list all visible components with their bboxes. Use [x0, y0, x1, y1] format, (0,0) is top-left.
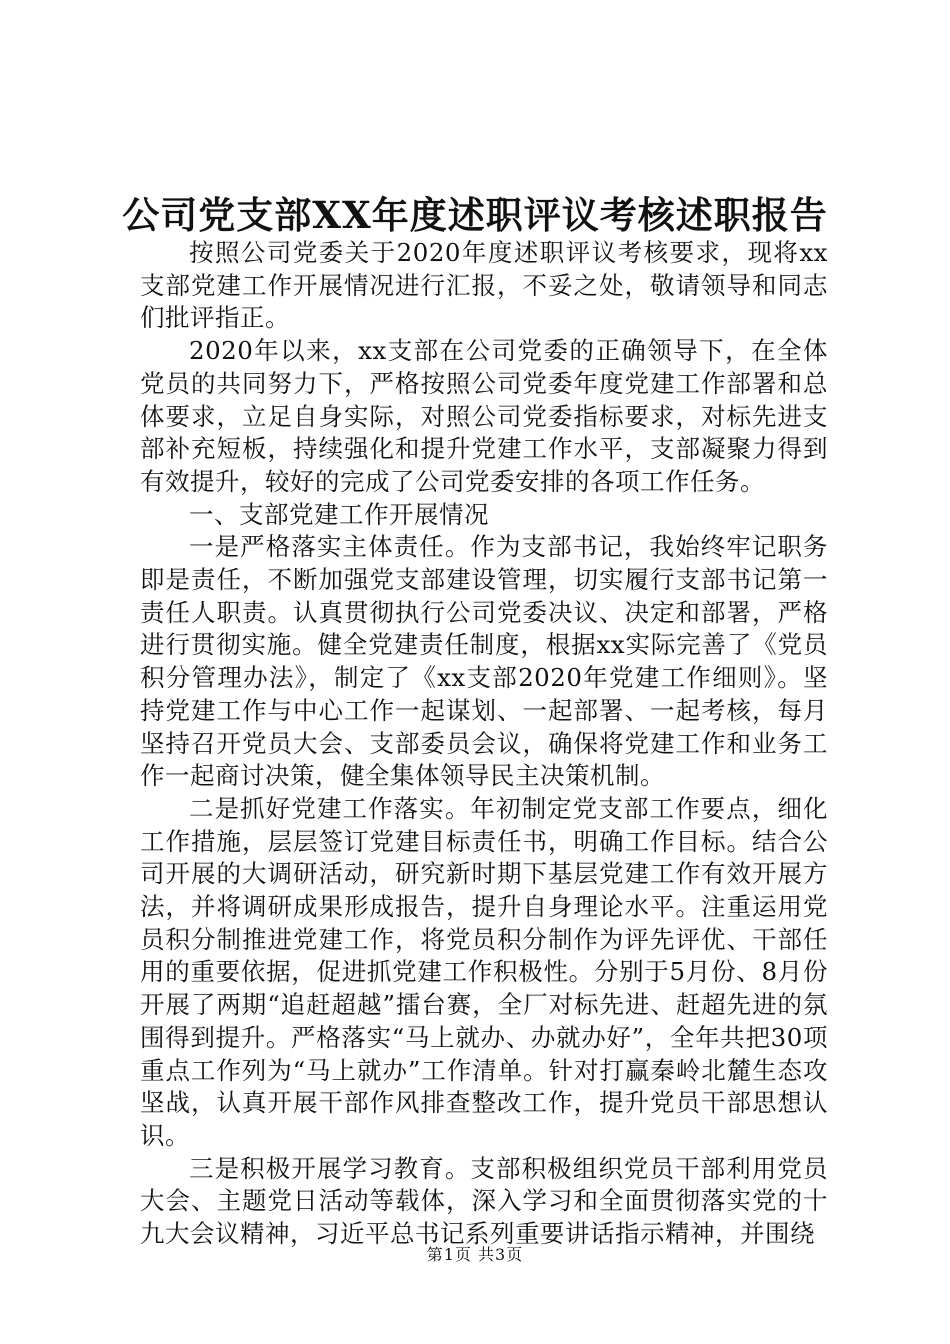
paragraph-point-2: 二是抓好党建工作落实。年初制定党支部工作要点，细化工作措施，层层签订党建目标责任书，明确工作目标。结合公司开展的大调研活动，研究新时期下基层党建工作有效开展方法，并将调研成果形成报告，提升自身理论水平。注重运用党员积分制推进党建工作，将党员积分制作为评先评优、干部任用的重要依据，促进抓党建工作积极性。分别于5月份、8月份开展了两期“追赶超越”擂台赛，全厂对标先进、赶超先进的氛围得到提升。严格落实“马上就办、办就办好”，全年共把30项重点工作列为“马上就办”工作清单。针对打赢秦岭北麓生态攻坚战，认真开展干部作风排查整改工作，提升党员干部思想认识。 [140, 793, 828, 1150]
paragraph-overview: 2020年以来，xx支部在公司党委的正确领导下，在全体党员的共同努力下，严格按照公司党委年度党建工作部署和总体要求，立足自身实际，对照公司党委指标要求，对标先进支部补充短板，持续强化和提升党建工作水平，支部凝聚力得到有效提升，较好的完成了公司党委安排的各项工作任务。 [140, 336, 828, 496]
document-body [140, 237, 828, 1251]
paragraph-point-1: 一是严格落实主体责任。作为支部书记，我始终牢记职务即是责任，不断加强党支部建设管理，切实履行支部书记第一责任人职责。认真贯彻执行公司党委决议、决定和部署，严格进行贯彻实施。健全党建责任制度，根据xx实际完善了《党员积分管理办法》，制定了《xx支部2020年党建工作细则》。坚持党建工作与中心工作一起谋划、一起部署、一起考核，每月坚持召开党员大会、支部委员会议，确保将党建工作和业务工作一起商讨决策，健全集体领导民主决策机制。 [140, 532, 828, 791]
page-footer: 第1页 共3页 [426, 1245, 524, 1264]
section-heading: 一、支部党建工作开展情况 [189, 499, 489, 529]
paragraph-intro: 按照公司党委关于2020年度述职评议考核要求，现将xx支部党建工作开展情况进行汇报，不妥之处，敬请领导和同志们批评指正。 [140, 238, 828, 333]
document-title: 公司党支部XX年度述职评议考核述职报告 [122, 193, 828, 237]
paragraph-point-3: 三是积极开展学习教育。支部积极组织党员干部利用党员大会、主题党日活动等载体，深入学习和全面贯彻落实党的十九大会议精神，习近平总书记系列重要讲话指示精神，并围绕 [140, 1153, 828, 1249]
